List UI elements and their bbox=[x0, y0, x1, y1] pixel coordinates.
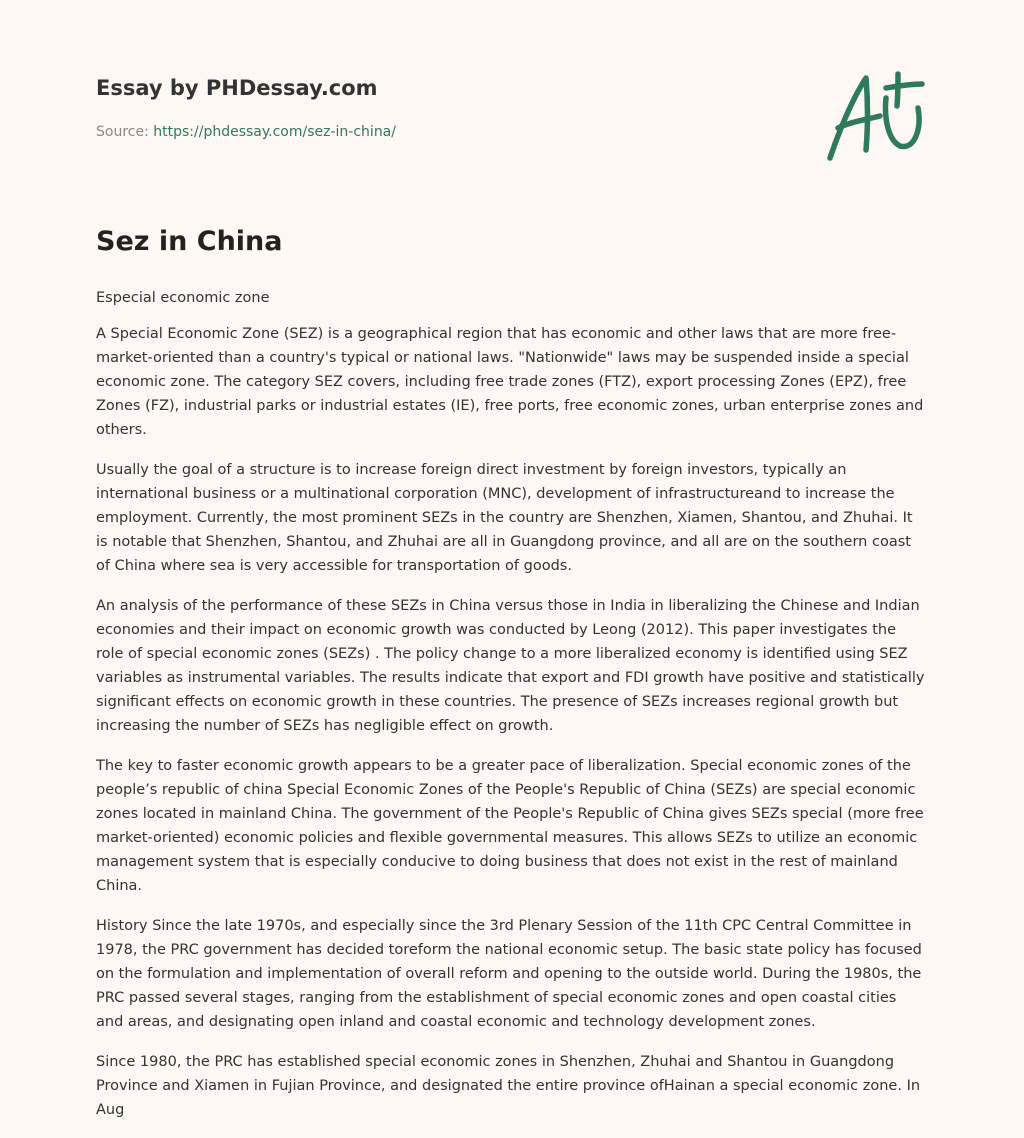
a-plus-grade-icon bbox=[824, 66, 928, 166]
essay-paragraph: A Special Economic Zone (SEZ) is a geographical region that has economic and other laws that are more free-market-oriented than a country's typical or national laws. "Nationwide" laws may be suspended inside a special economic zone. The category SEZ covers, including free trade zones (FTZ), export processing Zones (EPZ), free Zones (FZ), industrial parks or industrial estates (IE), free ports, free economic zones, urban enterprise zones and others. bbox=[96, 326, 924, 438]
essay-paragraph: History Since the late 1970s, and especially since the 3rd Plenary Session of the 11th CPC Central Committee in 1978, the PRC government has decided toreform the national economic setup. The basic state policy has focused on the formulation and implementation of overall reform and opening to the outside world. During the 1980s, the PRC passed several stages, ranging from the establishment of special economic zones and open coastal cities and areas, and designating open inland and coastal economic and technology development zones. bbox=[96, 918, 922, 1030]
source-link[interactable]: https://phdessay.com/sez-in-china/ bbox=[153, 124, 396, 140]
site-brand: Essay by PHDessay.com bbox=[96, 76, 378, 100]
essay-paragraph: Since 1980, the PRC has established special economic zones in Shenzhen, Zhuhai and Shantou in Guangdong Province and Xiamen in Fujian Province, and designated the entire province ofHainan a special economic zone. In Aug bbox=[96, 1054, 921, 1118]
essay-subtitle: Especial economic zone bbox=[96, 290, 270, 306]
source-line bbox=[96, 124, 396, 140]
essay-title: Sez in China bbox=[96, 226, 283, 257]
essay-paragraph: An analysis of the performance of these SEZs in China versus those in India in liberalizing the Chinese and Indian economies and their impact on economic growth was conducted by Leong (2012). This paper investigates the role of special economic zones (SEZs) . The policy change to a more liberalized economy is identified using SEZ variables as instrumental variables. The results indicate that export and FDI growth have positive and statistically significant effects on economic growth in these countries. The presence of SEZs increases regional growth but increasing the number of SEZs has negligible effect on growth. bbox=[96, 598, 925, 734]
source-label: Source: bbox=[96, 124, 154, 140]
essay-paragraph: Usually the goal of a structure is to increase foreign direct investment by foreign investors, typically an international business or a multinational corporation (MNC), development of infrastructureand to increase the employment. Currently, the most prominent SEZs in the country are Shenzhen, Xiamen, Shantou, and Zhuhai. It is notable that Shenzhen, Shantou, and Zhuhai are all in Guangdong province, and all are on the southern coast of China where sea is very accessible for transportation of goods. bbox=[96, 462, 913, 574]
essay-body bbox=[96, 286, 928, 1138]
essay-paragraph: The key to faster economic growth appears to be a greater pace of liberalization. Special economic zones of the people’s republic of china Special Economic Zones of the People's Republic of China (SEZs) are special economic zones located in mainland China. The government of the People's Republic of China gives SEZs special (more free market-oriented) economic policies and flexible governmental measures. This allows SEZs to utilize an economic management system that is especially conducive to doing business that does not exist in the rest of mainland China. bbox=[96, 758, 924, 894]
